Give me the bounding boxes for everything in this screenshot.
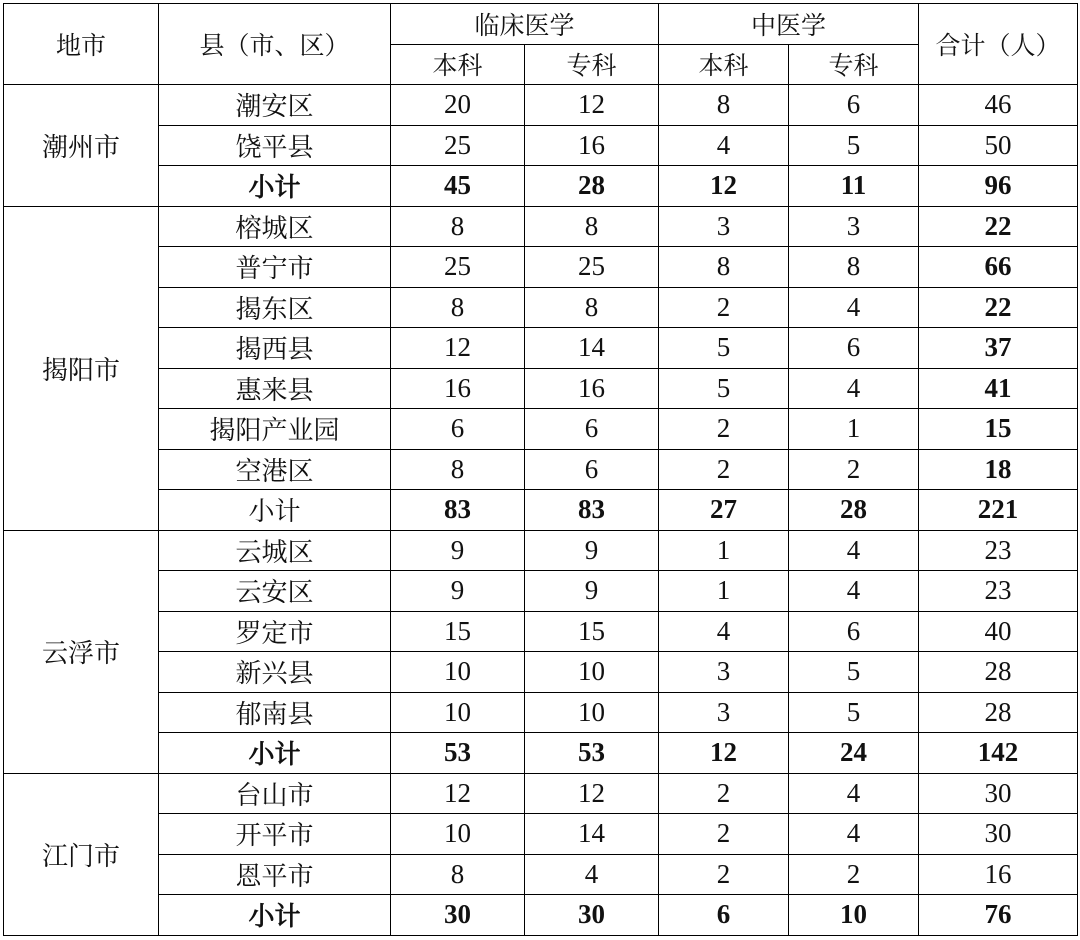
tcm-college-cell: 8 (789, 247, 919, 288)
subtotal-label: 小计 (159, 733, 391, 774)
tcm-bachelor-cell: 5 (659, 368, 789, 409)
tcm-college-cell: 1 (789, 409, 919, 450)
clinical-college-cell: 83 (525, 490, 659, 531)
header-tcm-bachelor: 本科 (659, 44, 789, 85)
header-county: 县（市、区） (159, 4, 391, 85)
clinical-college-cell: 6 (525, 449, 659, 490)
clinical-bachelor-cell: 10 (391, 652, 525, 693)
clinical-college-cell: 8 (525, 206, 659, 247)
header-clinical-college: 专科 (525, 44, 659, 85)
table-body (4, 85, 1078, 936)
county-name: 榕城区 (159, 206, 391, 247)
table-row (4, 611, 1078, 652)
table-row (4, 652, 1078, 693)
total-cell: 23 (919, 571, 1078, 612)
tcm-college-cell: 2 (789, 449, 919, 490)
county-name: 惠来县 (159, 368, 391, 409)
total-cell: 28 (919, 692, 1078, 733)
clinical-college-cell: 16 (525, 368, 659, 409)
tcm-college-cell: 5 (789, 692, 919, 733)
subtotal-label: 小计 (159, 166, 391, 207)
header-total: 合计（人） (919, 4, 1078, 85)
total-cell: 76 (919, 895, 1078, 936)
tcm-bachelor-cell: 6 (659, 895, 789, 936)
county-name: 云安区 (159, 571, 391, 612)
total-cell: 41 (919, 368, 1078, 409)
table-row (4, 530, 1078, 571)
tcm-bachelor-cell: 2 (659, 814, 789, 855)
clinical-college-cell: 10 (525, 652, 659, 693)
tcm-bachelor-cell: 2 (659, 287, 789, 328)
clinical-bachelor-cell: 9 (391, 571, 525, 612)
total-cell: 18 (919, 449, 1078, 490)
total-cell: 96 (919, 166, 1078, 207)
clinical-bachelor-cell: 8 (391, 287, 525, 328)
subtotal-row (4, 895, 1078, 936)
tcm-college-cell: 4 (789, 530, 919, 571)
tcm-bachelor-cell: 12 (659, 166, 789, 207)
city-cell: 云浮市 (4, 530, 159, 773)
tcm-bachelor-cell: 27 (659, 490, 789, 531)
header-tcm-college: 专科 (789, 44, 919, 85)
table-row (4, 854, 1078, 895)
header-row-1 (4, 4, 1078, 45)
total-cell: 221 (919, 490, 1078, 531)
clinical-bachelor-cell: 30 (391, 895, 525, 936)
table-row (4, 206, 1078, 247)
tcm-college-cell: 4 (789, 773, 919, 814)
clinical-college-cell: 14 (525, 328, 659, 369)
subtotal-label: 小计 (159, 895, 391, 936)
tcm-college-cell: 4 (789, 814, 919, 855)
tcm-bachelor-cell: 1 (659, 571, 789, 612)
clinical-college-cell: 4 (525, 854, 659, 895)
clinical-bachelor-cell: 12 (391, 773, 525, 814)
total-cell: 22 (919, 287, 1078, 328)
table-row (4, 814, 1078, 855)
clinical-college-cell: 6 (525, 409, 659, 450)
city-cell: 江门市 (4, 773, 159, 935)
table-row (4, 85, 1078, 126)
county-name: 恩平市 (159, 854, 391, 895)
total-cell: 50 (919, 125, 1078, 166)
tcm-bachelor-cell: 5 (659, 328, 789, 369)
total-cell: 30 (919, 814, 1078, 855)
total-cell: 66 (919, 247, 1078, 288)
clinical-bachelor-cell: 8 (391, 449, 525, 490)
clinical-bachelor-cell: 8 (391, 854, 525, 895)
clinical-bachelor-cell: 6 (391, 409, 525, 450)
clinical-college-cell: 8 (525, 287, 659, 328)
county-name: 饶平县 (159, 125, 391, 166)
table-row (4, 368, 1078, 409)
tcm-bachelor-cell: 2 (659, 773, 789, 814)
total-cell: 142 (919, 733, 1078, 774)
table-row (4, 409, 1078, 450)
tcm-college-cell: 6 (789, 611, 919, 652)
table-row (4, 692, 1078, 733)
clinical-bachelor-cell: 20 (391, 85, 525, 126)
clinical-bachelor-cell: 45 (391, 166, 525, 207)
tcm-college-cell: 4 (789, 287, 919, 328)
tcm-college-cell: 2 (789, 854, 919, 895)
total-cell: 22 (919, 206, 1078, 247)
tcm-college-cell: 28 (789, 490, 919, 531)
tcm-bachelor-cell: 3 (659, 692, 789, 733)
clinical-college-cell: 30 (525, 895, 659, 936)
table-header (4, 4, 1078, 85)
tcm-college-cell: 5 (789, 125, 919, 166)
tcm-bachelor-cell: 3 (659, 206, 789, 247)
tcm-college-cell: 6 (789, 328, 919, 369)
clinical-college-cell: 14 (525, 814, 659, 855)
tcm-college-cell: 10 (789, 895, 919, 936)
total-cell: 28 (919, 652, 1078, 693)
tcm-bachelor-cell: 4 (659, 125, 789, 166)
clinical-bachelor-cell: 25 (391, 247, 525, 288)
county-name: 郁南县 (159, 692, 391, 733)
tcm-college-cell: 4 (789, 571, 919, 612)
clinical-college-cell: 12 (525, 773, 659, 814)
table-row (4, 571, 1078, 612)
clinical-college-cell: 16 (525, 125, 659, 166)
tcm-college-cell: 11 (789, 166, 919, 207)
county-name: 空港区 (159, 449, 391, 490)
table-row (4, 247, 1078, 288)
clinical-bachelor-cell: 10 (391, 814, 525, 855)
clinical-bachelor-cell: 25 (391, 125, 525, 166)
tcm-bachelor-cell: 2 (659, 409, 789, 450)
total-cell: 30 (919, 773, 1078, 814)
county-name: 揭西县 (159, 328, 391, 369)
clinical-bachelor-cell: 12 (391, 328, 525, 369)
tcm-bachelor-cell: 4 (659, 611, 789, 652)
tcm-bachelor-cell: 2 (659, 854, 789, 895)
subtotal-row (4, 490, 1078, 531)
clinical-college-cell: 10 (525, 692, 659, 733)
tcm-bachelor-cell: 12 (659, 733, 789, 774)
quota-table (3, 3, 1078, 936)
table-row (4, 449, 1078, 490)
total-cell: 23 (919, 530, 1078, 571)
clinical-college-cell: 28 (525, 166, 659, 207)
tcm-college-cell: 5 (789, 652, 919, 693)
clinical-bachelor-cell: 53 (391, 733, 525, 774)
table-row (4, 125, 1078, 166)
city-cell: 揭阳市 (4, 206, 159, 530)
tcm-college-cell: 6 (789, 85, 919, 126)
county-name: 揭阳产业园 (159, 409, 391, 450)
header-clinical-bachelor: 本科 (391, 44, 525, 85)
tcm-bachelor-cell: 8 (659, 247, 789, 288)
county-name: 揭东区 (159, 287, 391, 328)
clinical-college-cell: 15 (525, 611, 659, 652)
clinical-bachelor-cell: 8 (391, 206, 525, 247)
table-row (4, 287, 1078, 328)
county-name: 罗定市 (159, 611, 391, 652)
tcm-bachelor-cell: 1 (659, 530, 789, 571)
table-row (4, 773, 1078, 814)
county-name: 开平市 (159, 814, 391, 855)
clinical-college-cell: 25 (525, 247, 659, 288)
county-name: 台山市 (159, 773, 391, 814)
clinical-college-cell: 53 (525, 733, 659, 774)
clinical-bachelor-cell: 16 (391, 368, 525, 409)
tcm-bachelor-cell: 3 (659, 652, 789, 693)
clinical-bachelor-cell: 9 (391, 530, 525, 571)
tcm-bachelor-cell: 2 (659, 449, 789, 490)
tcm-college-cell: 24 (789, 733, 919, 774)
header-city: 地市 (4, 4, 159, 85)
total-cell: 40 (919, 611, 1078, 652)
county-name: 新兴县 (159, 652, 391, 693)
clinical-bachelor-cell: 15 (391, 611, 525, 652)
total-cell: 46 (919, 85, 1078, 126)
clinical-bachelor-cell: 10 (391, 692, 525, 733)
clinical-college-cell: 12 (525, 85, 659, 126)
total-cell: 16 (919, 854, 1078, 895)
table-row (4, 328, 1078, 369)
header-tcm: 中医学 (659, 4, 919, 45)
subtotal-row (4, 733, 1078, 774)
city-cell: 潮州市 (4, 85, 159, 207)
total-cell: 37 (919, 328, 1078, 369)
county-name: 潮安区 (159, 85, 391, 126)
clinical-bachelor-cell: 83 (391, 490, 525, 531)
tcm-bachelor-cell: 8 (659, 85, 789, 126)
county-name: 云城区 (159, 530, 391, 571)
tcm-college-cell: 3 (789, 206, 919, 247)
total-cell: 15 (919, 409, 1078, 450)
subtotal-label: 小计 (159, 490, 391, 531)
clinical-college-cell: 9 (525, 571, 659, 612)
county-name: 普宁市 (159, 247, 391, 288)
header-clinical: 临床医学 (391, 4, 659, 45)
subtotal-row (4, 166, 1078, 207)
tcm-college-cell: 4 (789, 368, 919, 409)
clinical-college-cell: 9 (525, 530, 659, 571)
